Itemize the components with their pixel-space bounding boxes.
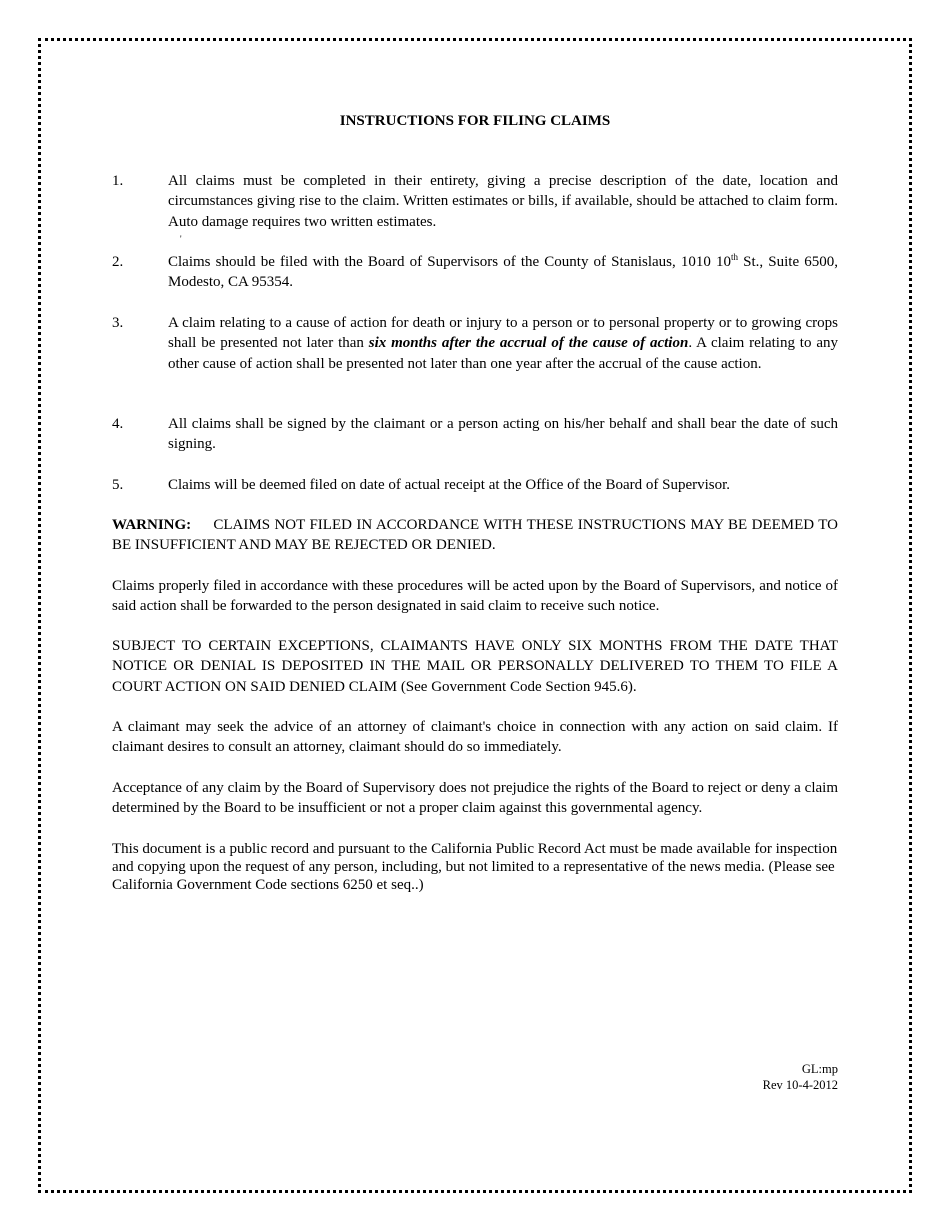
revision-date: Rev 10-4-2012 (762, 1078, 838, 1092)
item-text: Claims will be deemed filed on date of actual receipt at the Office of the Board of Supervisor. (168, 477, 731, 493)
item-text-part: St., Suite 6500, Modesto, CA 95354. (168, 254, 838, 291)
instruction-item-3 (112, 313, 838, 374)
ordinal-superscript: th (731, 252, 739, 262)
item-number: 3. (112, 315, 124, 331)
page-title: INSTRUCTIONS FOR FILING CLAIMS (339, 113, 611, 129)
warning-text: CLAIMS NOT FILED IN ACCORDANCE WITH THESE INSTRUCTIONS MAY BE DEEMED TO BE INSUFFICIENT AND MAY BE REJECTED OR DENIED. (112, 517, 839, 554)
acceptance-paragraph: Acceptance of any claim by the Board of Supervisory does not prejudice the rights of the Board to reject or deny a claim determined by the Board to be insufficient or not a proper claim against this governmental agency. (112, 780, 838, 817)
action-notice-paragraph: Claims properly filed in accordance with these procedures will be acted upon by the Board of Supervisors, and notice of said action shall be forwarded to the person designated in said claim to receive such notice. (112, 578, 838, 615)
attorney-advice-paragraph: A claimant may seek the advice of an attorney of claimant's choice in connection with any action on said claim. If claimant desires to consult an attorney, claimant should do so immediately. (112, 719, 838, 756)
item-number: 2. (112, 254, 124, 270)
item-text-part: A claim relating to a cause of action for death or injury to a person or to personal property or to growing crops shall be presented not later than (168, 315, 838, 352)
item-text-part: Claims should be filed with the Board of Supervisors of the County of Stanislaus, 1010 10 (168, 254, 732, 270)
instruction-item-2 (112, 252, 838, 293)
item-number: 4. (112, 416, 124, 432)
warning-label: WARNING: (112, 517, 192, 533)
instruction-item-1 (112, 171, 838, 232)
stray-mark: ' (180, 234, 182, 244)
author-initials: GL:mp (801, 1062, 838, 1076)
instruction-item-5 (112, 475, 838, 495)
item-number: 1. (112, 173, 124, 189)
item-text: All claims shall be signed by the claimant or a person acting on his/her behalf and shall bear the date of such signing. (168, 416, 838, 453)
item-text (168, 313, 838, 374)
time-limit-paragraph: SUBJECT TO CERTAIN EXCEPTIONS, CLAIMANTS HAVE ONLY SIX MONTHS FROM THE DATE THAT NOTICE OR DENIAL IS DEPOSITED IN THE MAIL OR PERSONALLY DELIVERED TO THEM TO FILE A COURT ACTION ON SAID DENIED CLAIM (See Government Code Section 945.6). (112, 638, 838, 695)
warning-paragraph (112, 515, 838, 556)
item-number: 5. (112, 477, 124, 493)
public-record-paragraph: This document is a public record and pursuant to the California Public Record Act must be made available for inspection and copying upon the request of any person, including, but not limited to a representative of the news media. (Please see California Government Code sections 6250 et seq..) (112, 841, 838, 893)
item-text (168, 252, 838, 293)
item-text-part: . A claim relating to any other cause of action shall be presented not later than one year after the accrual of the cause action. (168, 335, 838, 372)
revision-footer (763, 1061, 838, 1093)
deadline-emphasis: six months after the accrual of the cause of action (368, 335, 689, 352)
instruction-item-4 (112, 414, 838, 455)
item-text: All claims must be completed in their entirety, giving a precise description of the date, location and circumstances giving rise to the claim. Written estimates or bills, if available, should be attached to claim form. Auto damage requires two written estimates. (168, 173, 838, 230)
